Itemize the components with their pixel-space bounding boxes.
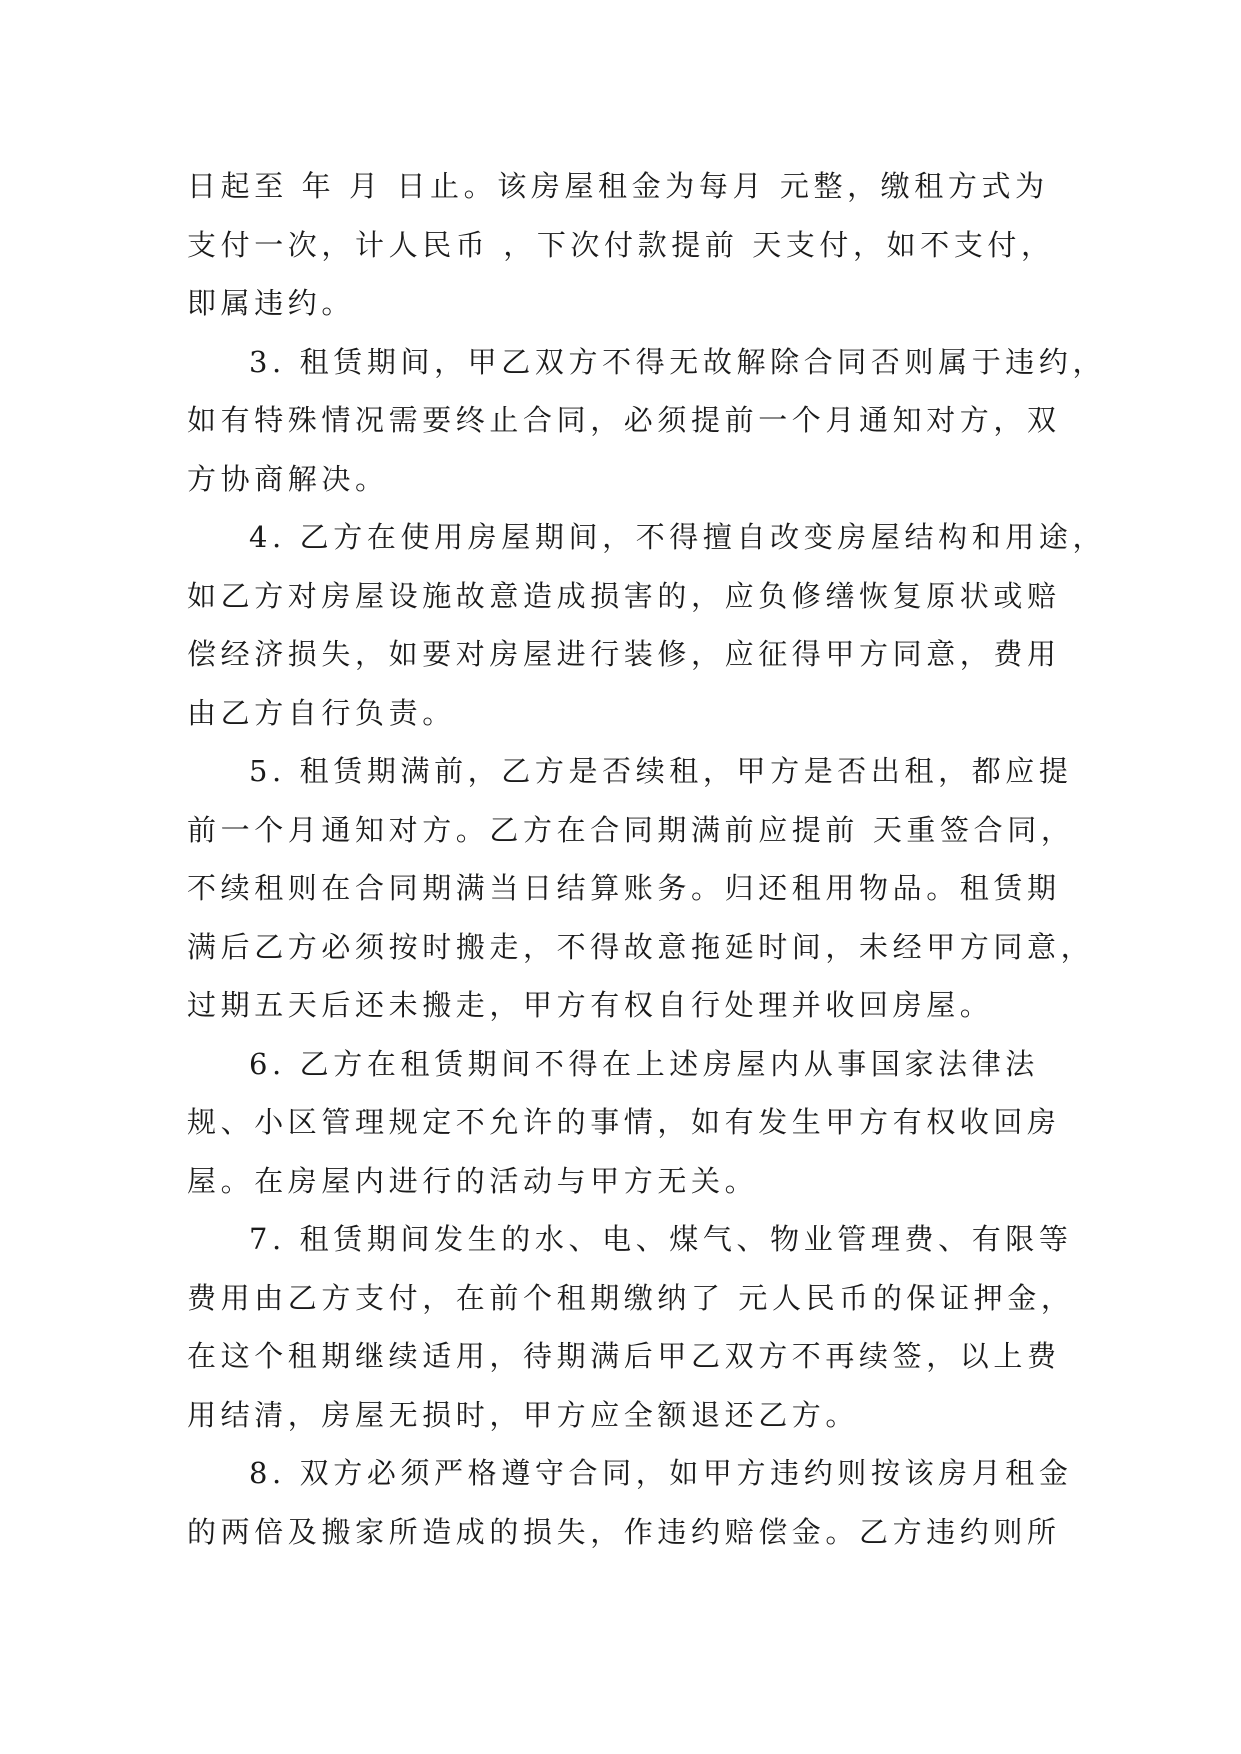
text-line: 的两倍及搬家所造成的损失，作违约赔偿金。乙方违约则所 — [187, 1514, 1061, 1549]
text-line: 规、小区管理规定不允许的事情，如有发生甲方有权收回房 — [187, 1105, 1061, 1139]
text-line: 方协商解决。 — [187, 461, 389, 496]
text-line: 满后乙方必须按时搬走，不得故意拖延时间，未经甲方同意， — [187, 929, 1095, 964]
text-line: 前一个月通知对方。乙方在合同期满前应提前 天重签合同， — [187, 812, 1075, 847]
text-line: 在这个租期继续适用，待期满后甲乙双方不再续签，以上费 — [187, 1339, 1061, 1373]
clause-5-start: 5. 租赁期满前，乙方是否续租，甲方是否出租，都应提 — [249, 754, 1073, 788]
text-line: 由乙方自行负责。 — [187, 695, 456, 730]
clause-8-start: 8. 双方必须严格遵守合同，如甲方违约则按该房月租金 — [249, 1456, 1073, 1490]
contract-text-body — [187, 157, 1107, 1561]
text-line: 偿经济损失，如要对房屋进行装修，应征得甲方同意，费用 — [187, 637, 1061, 671]
text-line: 日起至 年 月 日止。该房屋租金为每月 元整，缴租方式为 — [187, 169, 1049, 203]
text-line: 用结清，房屋无损时，甲方应全额退还乙方。 — [187, 1397, 860, 1432]
text-line: 费用由乙方支付，在前个租期缴纳了 元人民币的保证押金， — [187, 1280, 1075, 1315]
clause-4-start: 4. 乙方在使用房屋期间，不得擅自改变房屋结构和用途， — [249, 520, 1107, 554]
clause-3-start: 3. 租赁期间，甲乙双方不得无故解除合同否则属于违约， — [249, 344, 1107, 379]
clause-6-start: 6. 乙方在租赁期间不得在上述房屋内从事国家法律法 — [249, 1046, 1039, 1081]
text-line: 过期五天后还未搬走，甲方有权自行处理并收回房屋。 — [187, 988, 994, 1022]
text-line: 支付一次，计人民币 ，下次付款提前 天支付，如不支付， — [187, 227, 1055, 262]
clause-7-start: 7. 租赁期间发生的水、电、煤气、物业管理费、有限等 — [249, 1222, 1073, 1256]
text-line: 如有特殊情况需要终止合同，必须提前一个月通知对方，双 — [187, 403, 1061, 437]
text-line: 如乙方对房屋设施故意造成损害的，应负修缮恢复原状或赔 — [187, 578, 1061, 613]
text-line: 屋。在房屋内进行的活动与甲方无关。 — [187, 1163, 759, 1198]
text-line: 不续租则在合同期满当日结算账务。归还租用物品。租赁期 — [187, 871, 1061, 905]
text-line: 即属违约。 — [187, 286, 356, 320]
